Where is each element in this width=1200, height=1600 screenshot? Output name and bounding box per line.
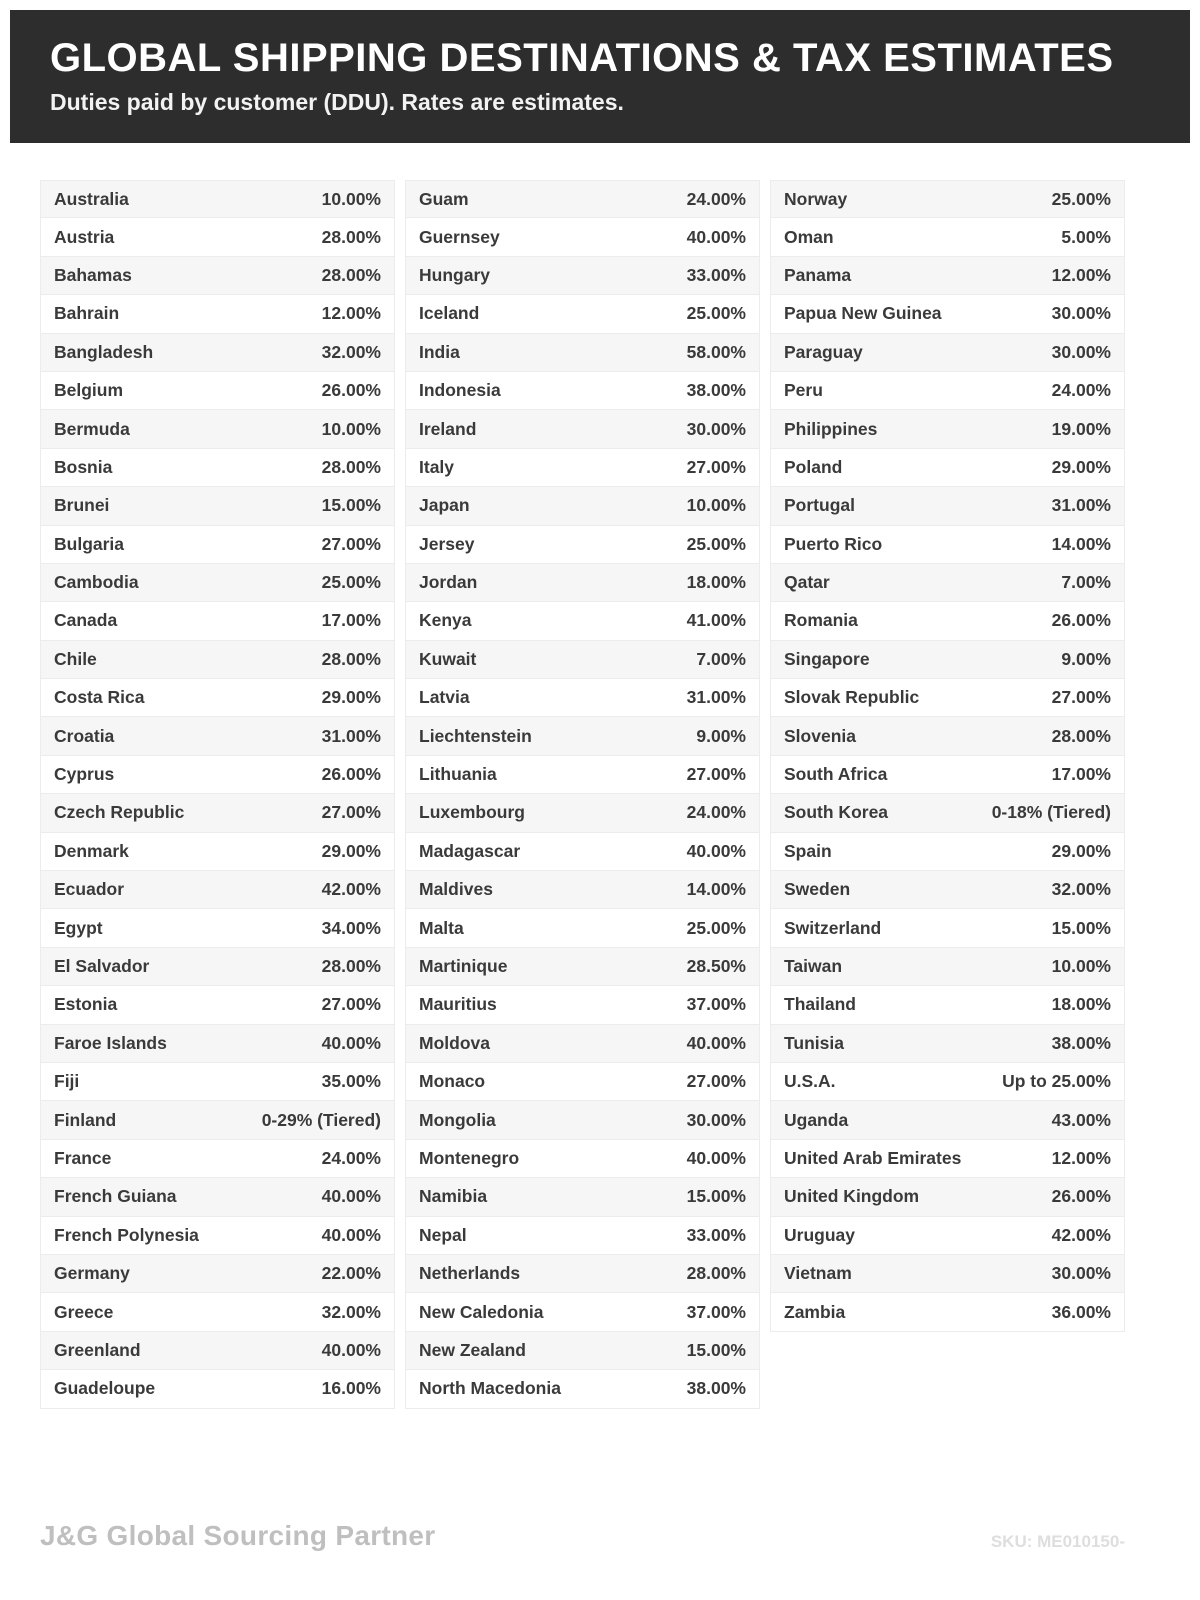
- tax-rate: 40.00%: [686, 1032, 746, 1053]
- country-name: Papua New Guinea: [784, 303, 942, 324]
- country-name: Thailand: [784, 994, 856, 1015]
- rates-column-1: [40, 180, 395, 1409]
- tax-rate: 27.00%: [686, 764, 746, 785]
- country-name: Guernsey: [419, 226, 500, 247]
- country-name: Bermuda: [54, 418, 130, 439]
- tax-rate: 31.00%: [686, 687, 746, 708]
- country-name: Indonesia: [419, 380, 501, 401]
- table-row: [405, 180, 760, 218]
- tax-rate: 31.00%: [1051, 495, 1111, 516]
- tax-rate: 42.00%: [321, 879, 381, 900]
- tax-rate: 27.00%: [686, 456, 746, 477]
- tax-rate: 24.00%: [686, 188, 746, 209]
- table-row: [770, 602, 1125, 640]
- table-row: [770, 1140, 1125, 1178]
- page-title: GLOBAL SHIPPING DESTINATIONS & TAX ESTIMATES: [50, 36, 1114, 80]
- table-row: [405, 1293, 760, 1331]
- table-row: [405, 487, 760, 525]
- table-row: [405, 1178, 760, 1216]
- country-name: Liechtenstein: [419, 725, 532, 746]
- table-row: [770, 295, 1125, 333]
- tax-rate: 0-18% (Tiered): [991, 802, 1111, 823]
- tax-rate: 40.00%: [686, 840, 746, 861]
- country-name: Costa Rica: [54, 687, 145, 708]
- country-name: Uruguay: [784, 1224, 855, 1245]
- tax-rate: 26.00%: [1051, 1186, 1111, 1207]
- tax-rate: 29.00%: [321, 840, 381, 861]
- country-name: Norway: [784, 188, 848, 209]
- table-row: [405, 564, 760, 602]
- tax-rate: 10.00%: [686, 495, 746, 516]
- tax-rate: 9.00%: [1061, 648, 1111, 669]
- table-row: [40, 1025, 395, 1063]
- tax-rate: 32.00%: [1051, 879, 1111, 900]
- table-row: [770, 948, 1125, 986]
- country-name: Bahamas: [54, 264, 132, 285]
- country-name: Iceland: [419, 303, 480, 324]
- table-row: [405, 1140, 760, 1178]
- country-name: Austria: [54, 226, 115, 247]
- country-name: United Arab Emirates: [784, 1147, 962, 1168]
- table-row: [40, 334, 395, 372]
- table-row: [405, 1063, 760, 1101]
- tax-rate: 25.00%: [686, 303, 746, 324]
- country-name: Luxembourg: [419, 802, 525, 823]
- table-row: [40, 1101, 395, 1139]
- country-name: Guam: [419, 188, 469, 209]
- tax-rate: 29.00%: [1051, 840, 1111, 861]
- table-row: [405, 1255, 760, 1293]
- country-name: Australia: [54, 188, 129, 209]
- tax-rate: 14.00%: [1051, 533, 1111, 554]
- tax-rate: 40.00%: [321, 1339, 381, 1360]
- table-row: [405, 218, 760, 256]
- tax-rate: 27.00%: [1051, 687, 1111, 708]
- tax-rate: 29.00%: [321, 687, 381, 708]
- country-name: Vietnam: [784, 1263, 852, 1284]
- country-name: Canada: [54, 610, 118, 631]
- tax-rate: 27.00%: [686, 1071, 746, 1092]
- table-row: [770, 257, 1125, 295]
- table-row: [40, 1217, 395, 1255]
- tax-rate: 27.00%: [321, 994, 381, 1015]
- country-name: Qatar: [784, 572, 830, 593]
- tax-rate: 10.00%: [321, 418, 381, 439]
- table-row: [405, 794, 760, 832]
- tax-rate: 12.00%: [321, 303, 381, 324]
- country-name: Maldives: [419, 879, 493, 900]
- country-name: Bulgaria: [54, 533, 125, 554]
- table-row: [405, 334, 760, 372]
- table-row: [405, 1332, 760, 1370]
- table-row: [40, 526, 395, 564]
- table-row: [770, 909, 1125, 947]
- tax-rate: 30.00%: [1051, 303, 1111, 324]
- table-row: [40, 180, 395, 218]
- tax-rate: 15.00%: [686, 1186, 746, 1207]
- country-name: Kenya: [419, 610, 472, 631]
- tax-rate: 25.00%: [321, 572, 381, 593]
- country-name: Poland: [784, 456, 843, 477]
- country-name: Montenegro: [419, 1147, 520, 1168]
- country-name: Romania: [784, 610, 858, 631]
- table-row: [40, 1255, 395, 1293]
- table-row: [40, 218, 395, 256]
- tax-rate: 26.00%: [321, 764, 381, 785]
- tax-rate: 12.00%: [1051, 264, 1111, 285]
- tax-rate: 12.00%: [1051, 1147, 1111, 1168]
- table-row: [40, 295, 395, 333]
- table-row: [405, 526, 760, 564]
- tax-rate: 19.00%: [1051, 418, 1111, 439]
- tax-rate: 37.00%: [686, 1301, 746, 1322]
- country-name: Peru: [784, 380, 823, 401]
- tax-rate: 26.00%: [321, 380, 381, 401]
- country-name: Puerto Rico: [784, 533, 883, 554]
- tax-rate: 27.00%: [321, 802, 381, 823]
- tax-rate: 26.00%: [1051, 610, 1111, 631]
- country-name: New Caledonia: [419, 1301, 544, 1322]
- country-name: North Macedonia: [419, 1378, 561, 1399]
- tax-rate: 28.00%: [321, 226, 381, 247]
- table-row: [40, 1370, 395, 1408]
- country-name: Finland: [54, 1109, 117, 1130]
- table-row: [770, 1025, 1125, 1063]
- tax-rate: Up to 25.00%: [1002, 1071, 1111, 1092]
- tax-rate: 18.00%: [686, 572, 746, 593]
- table-row: [770, 180, 1125, 218]
- tax-rate: 30.00%: [1051, 1263, 1111, 1284]
- table-row: [770, 1063, 1125, 1101]
- table-row: [770, 717, 1125, 755]
- tax-rate: 58.00%: [686, 341, 746, 362]
- country-name: Greece: [54, 1301, 114, 1322]
- tax-rate: 34.00%: [321, 917, 381, 938]
- tax-rate: 38.00%: [686, 1378, 746, 1399]
- tax-rate: 28.00%: [321, 456, 381, 477]
- tax-rate: 32.00%: [321, 341, 381, 362]
- country-name: Latvia: [419, 687, 470, 708]
- country-name: Fiji: [54, 1071, 80, 1092]
- country-name: United Kingdom: [784, 1186, 920, 1207]
- table-row: [405, 449, 760, 487]
- table-row: [405, 986, 760, 1024]
- page-subtitle: Duties paid by customer (DDU). Rates are estimates.: [50, 89, 624, 115]
- tax-rate: 28.00%: [321, 264, 381, 285]
- tax-rate: 30.00%: [1051, 341, 1111, 362]
- country-name: Guadeloupe: [54, 1378, 156, 1399]
- country-name: Switzerland: [784, 917, 882, 938]
- tax-rate: 31.00%: [321, 725, 381, 746]
- table-row: [405, 871, 760, 909]
- tax-rate: 24.00%: [321, 1147, 381, 1168]
- tax-rate: 5.00%: [1061, 226, 1111, 247]
- table-row: [770, 871, 1125, 909]
- country-name: Ecuador: [54, 879, 125, 900]
- tax-rate: 28.00%: [686, 1263, 746, 1284]
- country-name: Moldova: [419, 1032, 490, 1053]
- table-row: [770, 1293, 1125, 1331]
- header-banner: [10, 10, 1190, 143]
- country-name: France: [54, 1147, 112, 1168]
- tax-rate: 40.00%: [686, 1147, 746, 1168]
- country-name: Bosnia: [54, 456, 113, 477]
- tax-rate: 16.00%: [321, 1378, 381, 1399]
- table-row: [40, 1140, 395, 1178]
- table-row: [770, 526, 1125, 564]
- table-row: [405, 909, 760, 947]
- table-row: [405, 717, 760, 755]
- tax-rate: 30.00%: [686, 1109, 746, 1130]
- table-row: [770, 641, 1125, 679]
- table-row: [405, 295, 760, 333]
- tax-rate: 41.00%: [686, 610, 746, 631]
- country-name: Croatia: [54, 725, 115, 746]
- country-name: Malta: [419, 917, 464, 938]
- country-name: Italy: [419, 456, 455, 477]
- country-name: Estonia: [54, 994, 118, 1015]
- table-row: [40, 756, 395, 794]
- tax-rate: 29.00%: [1051, 456, 1111, 477]
- country-name: Slovak Republic: [784, 687, 920, 708]
- tax-rate: 27.00%: [321, 533, 381, 554]
- country-name: Bahrain: [54, 303, 120, 324]
- tax-rate: 40.00%: [321, 1032, 381, 1053]
- table-row: [40, 948, 395, 986]
- table-row: [40, 1332, 395, 1370]
- country-name: Panama: [784, 264, 852, 285]
- tax-rate: 9.00%: [696, 725, 746, 746]
- tax-rate: 32.00%: [321, 1301, 381, 1322]
- table-row: [405, 679, 760, 717]
- table-row: [40, 641, 395, 679]
- country-name: Oman: [784, 226, 834, 247]
- country-name: Taiwan: [784, 956, 843, 976]
- table-row: [405, 1217, 760, 1255]
- country-name: Denmark: [54, 840, 129, 861]
- country-name: Paraguay: [784, 341, 863, 362]
- tax-rate: 25.00%: [686, 533, 746, 554]
- country-name: Nepal: [419, 1224, 467, 1245]
- table-row: [40, 986, 395, 1024]
- table-row: [405, 1370, 760, 1408]
- tax-rate: 25.00%: [686, 917, 746, 938]
- country-name: Zambia: [784, 1301, 846, 1322]
- country-name: Netherlands: [419, 1263, 521, 1284]
- country-name: South Africa: [784, 764, 888, 785]
- tax-rate: 7.00%: [696, 648, 746, 669]
- sku-text: SKU: ME010150-: [990, 1532, 1125, 1551]
- country-name: Egypt: [54, 917, 103, 938]
- country-name: Tunisia: [784, 1032, 844, 1053]
- country-name: Jordan: [419, 572, 478, 593]
- table-row: [770, 986, 1125, 1024]
- country-name: Greenland: [54, 1339, 141, 1360]
- country-name: Mauritius: [419, 994, 497, 1015]
- country-name: Singapore: [784, 648, 870, 669]
- table-row: [770, 1255, 1125, 1293]
- tax-rate: 30.00%: [686, 418, 746, 439]
- country-name: Namibia: [419, 1186, 488, 1207]
- tax-rate: 24.00%: [686, 802, 746, 823]
- table-row: [770, 564, 1125, 602]
- tax-rate: 15.00%: [686, 1339, 746, 1360]
- country-name: French Guiana: [54, 1186, 177, 1207]
- country-name: Kuwait: [419, 648, 477, 669]
- country-name: Cambodia: [54, 572, 139, 593]
- table-row: [405, 372, 760, 410]
- tax-rate: 15.00%: [321, 495, 381, 516]
- country-name: Brunei: [54, 495, 110, 516]
- table-row: [405, 410, 760, 448]
- country-name: Martinique: [419, 956, 508, 976]
- rates-column-3: [770, 180, 1125, 1332]
- country-name: El Salvador: [54, 956, 150, 976]
- table-row: [405, 641, 760, 679]
- table-row: [40, 871, 395, 909]
- table-row: [770, 334, 1125, 372]
- tax-rate: 10.00%: [321, 188, 381, 209]
- country-name: Faroe Islands: [54, 1032, 167, 1053]
- table-row: [405, 756, 760, 794]
- country-name: Cyprus: [54, 764, 115, 785]
- tax-rate: 28.00%: [321, 648, 381, 669]
- country-name: Japan: [419, 495, 470, 516]
- tax-rate: 25.00%: [1051, 188, 1111, 209]
- tax-rate: 36.00%: [1051, 1301, 1111, 1322]
- table-row: [40, 372, 395, 410]
- tax-rate: 17.00%: [321, 610, 381, 631]
- table-row: [40, 909, 395, 947]
- tax-rate: 42.00%: [1051, 1224, 1111, 1245]
- tax-rate: 18.00%: [1051, 994, 1111, 1015]
- tax-rate: 43.00%: [1051, 1109, 1111, 1130]
- tax-rate: 40.00%: [686, 226, 746, 247]
- table-row: [40, 449, 395, 487]
- table-row: [405, 948, 760, 986]
- tax-rate: 14.00%: [686, 879, 746, 900]
- table-row: [40, 257, 395, 295]
- table-row: [770, 794, 1125, 832]
- tax-rate: 33.00%: [686, 1224, 746, 1245]
- tax-rate: 35.00%: [321, 1071, 381, 1092]
- table-row: [770, 1217, 1125, 1255]
- tax-rate: 40.00%: [321, 1186, 381, 1207]
- table-row: [40, 794, 395, 832]
- table-row: [40, 487, 395, 525]
- country-name: Madagascar: [419, 840, 521, 861]
- country-name: Monaco: [419, 1071, 486, 1092]
- table-row: [770, 1178, 1125, 1216]
- tax-rate: 22.00%: [321, 1263, 381, 1284]
- table-row: [405, 1025, 760, 1063]
- table-row: [405, 1101, 760, 1139]
- country-name: Sweden: [784, 879, 851, 900]
- tax-rate: 7.00%: [1061, 572, 1111, 593]
- table-row: [770, 679, 1125, 717]
- table-row: [770, 756, 1125, 794]
- country-name: South Korea: [784, 802, 889, 823]
- tax-rate: 40.00%: [321, 1224, 381, 1245]
- table-row: [770, 487, 1125, 525]
- table-row: [770, 218, 1125, 256]
- tax-rate: 24.00%: [1051, 380, 1111, 401]
- table-row: [40, 1293, 395, 1331]
- table-row: [770, 449, 1125, 487]
- country-name: India: [419, 341, 460, 362]
- country-name: Lithuania: [419, 764, 497, 785]
- table-row: [40, 564, 395, 602]
- table-row: [40, 410, 395, 448]
- country-name: Hungary: [419, 264, 490, 285]
- table-row: [40, 1063, 395, 1101]
- table-row: [40, 833, 395, 871]
- table-row: [40, 602, 395, 640]
- country-name: Spain: [784, 840, 832, 861]
- tax-rate: 37.00%: [686, 994, 746, 1015]
- country-name: Portugal: [784, 495, 855, 516]
- tax-rate: 28.50%: [686, 956, 746, 976]
- country-name: French Polynesia: [54, 1224, 199, 1245]
- footer: [40, 1520, 1125, 1552]
- tax-rate: 28.00%: [321, 956, 381, 976]
- country-name: Uganda: [784, 1109, 849, 1130]
- table-row: [405, 257, 760, 295]
- country-name: New Zealand: [419, 1339, 526, 1360]
- table-row: [40, 1178, 395, 1216]
- tax-rate: 0-29% (Tiered): [261, 1109, 381, 1130]
- tax-rate: 38.00%: [1051, 1032, 1111, 1053]
- tax-rate: 10.00%: [1051, 956, 1111, 976]
- country-name: Philippines: [784, 418, 878, 439]
- table-row: [770, 833, 1125, 871]
- table-row: [405, 602, 760, 640]
- country-name: Jersey: [419, 533, 475, 554]
- tax-rate: 38.00%: [686, 380, 746, 401]
- rates-table: [40, 180, 1125, 1409]
- country-name: Ireland: [419, 418, 477, 439]
- table-row: [770, 372, 1125, 410]
- table-row: [405, 833, 760, 871]
- country-name: Bangladesh: [54, 341, 154, 362]
- country-name: Chile: [54, 648, 97, 669]
- brand-text: J&G Global Sourcing Partner: [40, 1520, 436, 1551]
- table-row: [40, 679, 395, 717]
- country-name: Germany: [54, 1263, 130, 1284]
- rates-column-2: [405, 180, 760, 1409]
- table-row: [770, 1101, 1125, 1139]
- country-name: Belgium: [54, 380, 124, 401]
- country-name: Slovenia: [784, 725, 856, 746]
- tax-rate: 17.00%: [1051, 764, 1111, 785]
- table-row: [40, 717, 395, 755]
- tax-rate: 33.00%: [686, 264, 746, 285]
- tax-rate: 28.00%: [1051, 725, 1111, 746]
- country-name: Mongolia: [419, 1109, 496, 1130]
- table-row: [770, 410, 1125, 448]
- country-name: Czech Republic: [54, 802, 185, 823]
- country-name: U.S.A.: [784, 1071, 836, 1092]
- tax-rate: 15.00%: [1051, 917, 1111, 938]
